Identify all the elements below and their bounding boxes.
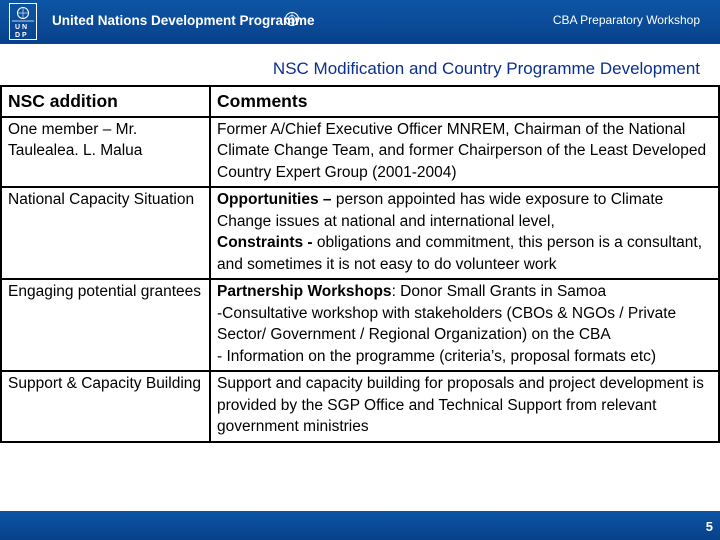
opportunities-heading: Opportunities –	[217, 191, 332, 208]
bullet-information: - Information on the programme (criteria’s, proposal formats etc)	[217, 347, 657, 365]
row-comment: Former A/Chief Executive Officer MNREM, Chairman of the National Climate Change Team, and former Chairperson of the Least Developed Country Expert Group (2001-2004)	[210, 117, 719, 188]
svg-text:D P: D P	[15, 32, 27, 39]
row-comment	[210, 187, 719, 279]
bullet-consultative: -Consultative workshop with stakeholders (CBOs & NGOs / Private Sector/ Government / Regional Organization) on the CBA	[217, 304, 677, 343]
constraints-text: obligations and commitment, this person is a consultant, and sometimes it is not easy to do volunteer work	[217, 234, 703, 273]
opportunities-text: person appointed has wide exposure to Climate Change issues at national and international level,	[217, 191, 664, 230]
row-label: Support & Capacity Building	[1, 371, 210, 442]
table-row	[1, 117, 719, 188]
header-bar	[0, 0, 720, 44]
table-row	[1, 187, 719, 279]
row-label: National Capacity Situation	[1, 187, 210, 279]
svg-text:U N: U N	[15, 24, 28, 31]
page-number: 5	[705, 519, 713, 534]
un-emblem-icon	[284, 11, 300, 32]
table-row	[1, 279, 719, 371]
table-row	[1, 371, 719, 442]
row-label: One member – Mr. Taulealea. L. Malua	[1, 117, 210, 188]
partnership-text: : Donor Small Grants in Samoa	[391, 283, 607, 300]
constraints-heading: Constraints -	[217, 234, 313, 251]
row-comment	[210, 279, 719, 371]
undp-logo	[9, 3, 37, 40]
workshop-name: CBA Preparatory Workshop	[552, 13, 700, 27]
header-nsc-addition: NSC addition	[1, 86, 210, 117]
partnership-heading: Partnership Workshops	[217, 283, 392, 300]
organization-name: United Nations Development Programme	[52, 13, 315, 28]
slide-title: NSC Modification and Country Programme Development	[272, 59, 700, 78]
nsc-table	[0, 85, 720, 443]
footer-bar	[0, 511, 720, 540]
table-header-row	[1, 86, 719, 117]
row-comment: Support and capacity building for proposals and project development is provided by the SGP Office and Technical Support from relevant government ministries	[210, 371, 719, 442]
header-comments: Comments	[210, 86, 719, 117]
row-label: Engaging potential grantees	[1, 279, 210, 371]
